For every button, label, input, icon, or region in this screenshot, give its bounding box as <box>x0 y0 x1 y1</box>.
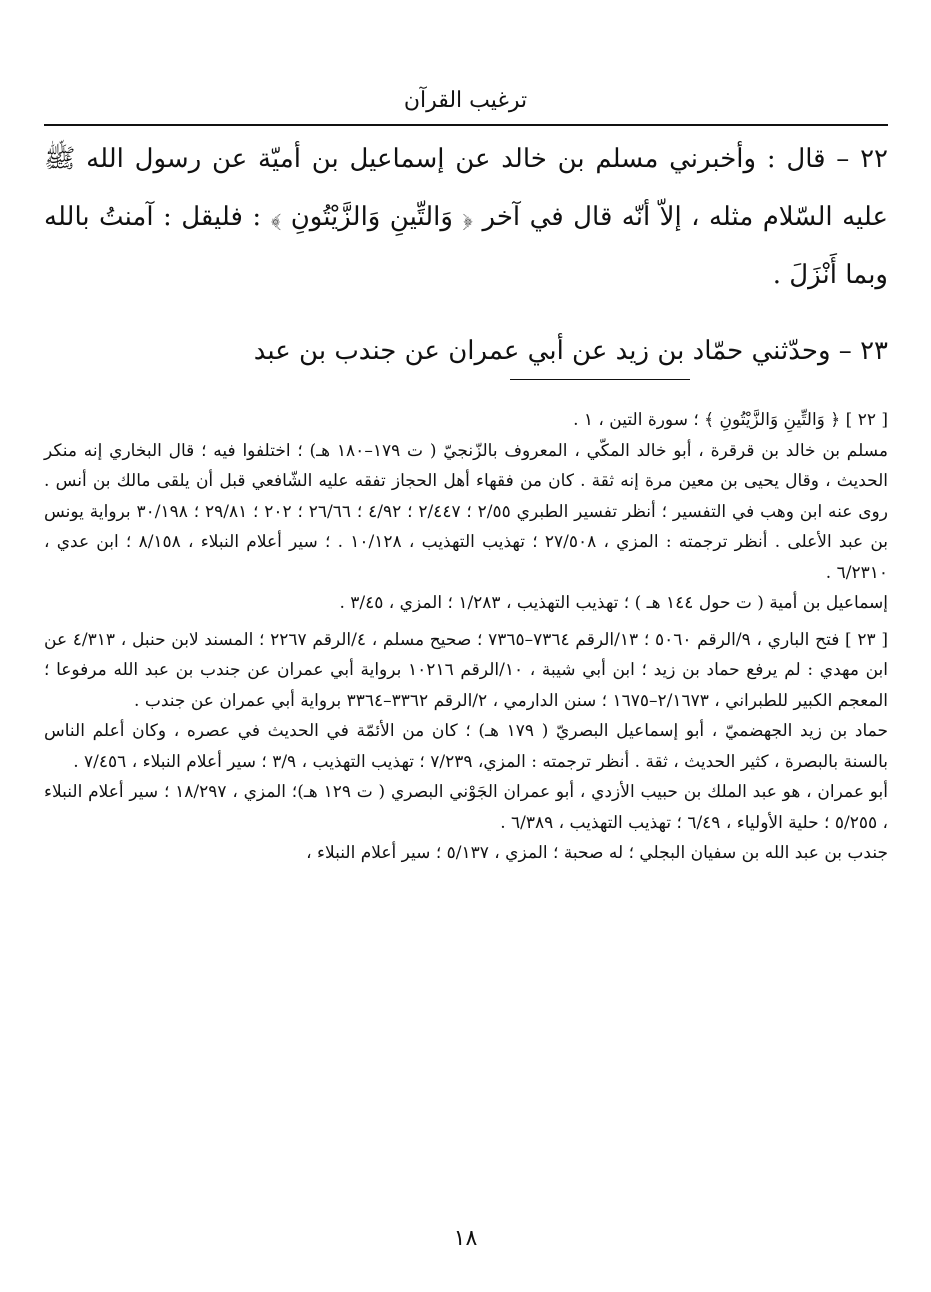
note-23-jundub: جندب بن عبد الله بن سفيان البجلي ؛ له صحبة ؛ المزي ، ٥/١٣٧ ؛ سير أعلام النبلاء ، <box>306 843 888 863</box>
note-23-reference: [ ٢٣ ] فتح الباري ، ٩/الرقم ٥٠٦٠ ؛ ١٣/الرقم ٧٣٦٤–٧٣٦٥ ؛ صحيح مسلم ، ٤/الرقم ٢٢٦٧ ؛ المسند لابن حنبل ، ٤/٣١٣ عن ابن مهدي : لم يرفع حماد بن زيد ؛ ابن أبي شيبة ، ١٠/الرقم ١٠٢١٦ برواية أبي عمران عن جندب بن عبد الله مرفوعا ؛ المعجم الكبير للطبراني ، ٢/١٦٧٣–١٦٧٥ ؛ سنن الدارمي ، ٢/الرقم ٣٣٦٢–٣٣٦٤ برواية أبي عمران عن جندب . <box>44 629 888 711</box>
hadith-22-paragraph: ٢٢ – قال : وأخبرني مسلم بن خالد عن إسماعيل بن أميّة عن رسول الله ﷺ عليه السّلام مثله ، إلاّ أنّه قال في آخر ﴿ وَالتِّينِ وَالزَّيْتُونِ ﴾ : فليقل : آمنتُ بالله وبما أَنْزَلَ . <box>44 144 888 290</box>
footnotes <box>44 405 888 869</box>
note-22-reference: [ ٢٢ ] ﴿ وَالتِّينِ وَالزَّيْتُونِ ﴾ ؛ سورة التين ، ١ . <box>573 410 888 430</box>
hadith-23-paragraph: ٢٣ – وحدّثني حمّاد بن زيد عن أبي عمران عن جندب بن عبد <box>253 336 888 366</box>
note-23-abu-imran: أبو عمران ، هو عبد الملك بن حبيب الأزدي ، أبو عمران الجَوْني البصري ( ت ١٢٩ هـ)؛ المزي ، ١٨/٢٩٧ ؛ سير أعلام النبلاء ، ٥/٢٥٥ ؛ حلية الأولياء ، ٦/٤٩ ؛ تهذيب التهذيب ، ٦/٣٨٩ . <box>44 782 889 833</box>
page-number: ١٨ <box>453 1226 478 1251</box>
note-23-hammad-bin-zayd: حماد بن زيد الجهضميّ ، أبو إسماعيل البصريّ ( ١٧٩ هـ) ؛ كان من الأئمّة في الحديث في عصره ، وكان أعلم الناس بالسنة بالبصرة ، كثير الحديث ، ثقة . أنظر ترجمته : المزي، ٧/٢٣٩ ؛ تهذيب التهذيب ، ٣/٩ ؛ سير أعلام النبلاء ، ٧/٤٥٦ . <box>44 721 889 772</box>
running-header: ترغيب القرآن <box>403 88 528 113</box>
header-rule <box>44 124 888 126</box>
note-22-muslim-bin-khalid: مسلم بن خالد بن قرقرة ، أبو خالد المكّي ، المعروف بالزّنجيّ ( ت ١٧٩–١٨٠ هـ) ؛ اختلفوا فيه ؛ قال البخاري إنه منكر الحديث ، وقال يحيى بن معين مرة إنه ثقة . كان من فقهاء أهل الحجاز تفقه عليه الشّافعي قبل أن يلقى مالك بن أنس . روى عنه ابن وهب في التفسير ؛ أنظر تفسير الطبري ٢/٥٥ ؛ ٢/٤٤٧ ؛ ٤/٩٢ ؛ ٢٦/٦٦ ؛ ٢٠٢ ؛ ٢٩/٨١ ؛ ٣٠/١٩٨ برواية يونس بن عبد الأعلى . أنظر ترجمته : المزي ، ٢٧/٥٠٨ ؛ تهذيب التهذيب ، ١٠/١٢٨ . ؛ سير أعلام النبلاء ، ٨/١٥٨ ؛ ابن عدي ، ٦/٢٣١٠ . <box>44 440 889 583</box>
main-text <box>44 130 888 380</box>
note-22-ismail-bin-umayya: إسماعيل بن أمية ( ت حول ١٤٤ هـ ) ؛ تهذيب التهذيب ، ١/٢٨٣ ؛ المزي ، ٣/٤٥ . <box>339 593 888 613</box>
footnote-separator <box>510 379 690 380</box>
